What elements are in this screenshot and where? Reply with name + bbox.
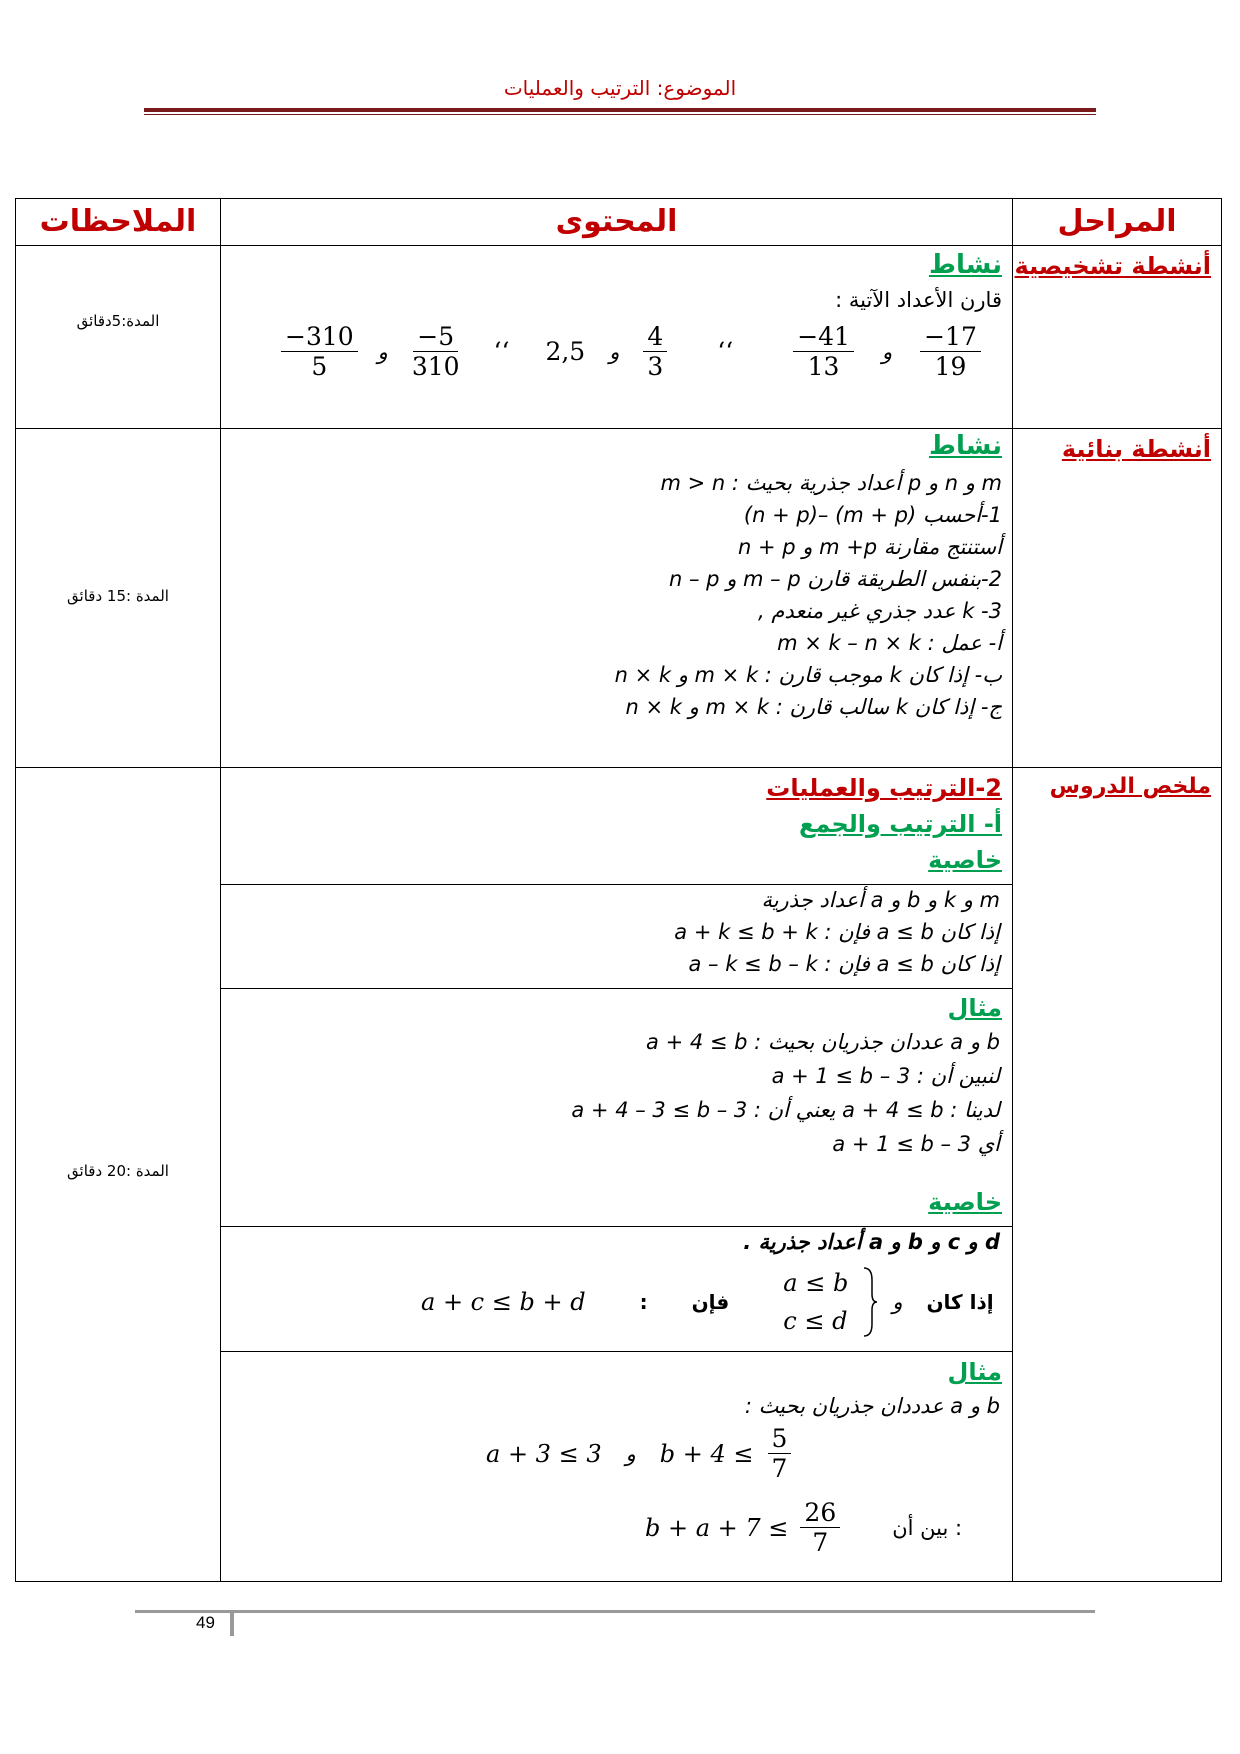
fraction: $\frac{-5}{310}$: [411, 322, 460, 381]
and-word: و: [881, 339, 893, 364]
decimal-value: 2,5: [545, 337, 586, 366]
example-line: أي a + 1 ≤ b – 3: [832, 1132, 1000, 1156]
condition: a ≤ b: [783, 1269, 849, 1297]
row-summary: [16, 768, 1222, 1582]
lesson-table: [15, 198, 1222, 1582]
col-header-phases: المراحل: [1013, 199, 1222, 246]
content-cell: [221, 768, 1013, 1582]
and-word: و: [609, 339, 620, 364]
activity-line: ب- إذا كان k موجب قارن : m × k و n × k: [614, 663, 1002, 687]
sub-title: أ- الترتيب والجمع: [798, 810, 1002, 838]
fraction: $\frac{5}{7}$: [768, 1424, 792, 1483]
property-label: خاصية: [928, 846, 1002, 874]
inner-divider: [221, 1351, 1012, 1352]
activity-line: أستنتج مقارنة m +p و n + p: [737, 535, 1002, 559]
separator: ‘‘: [717, 337, 734, 366]
fraction: $\frac{4}{3}$: [643, 322, 667, 381]
fractions-line: [281, 322, 981, 381]
property-line: d و c و b و a أعداد جذرية .: [743, 1230, 1000, 1254]
page-number: 49: [196, 1613, 215, 1632]
then-word: فإن: [691, 1290, 730, 1314]
footer-rule: [135, 1610, 1095, 1613]
phase-cell: [1013, 768, 1222, 1582]
content-cell: [221, 246, 1013, 429]
example2-inequalities: [486, 1424, 791, 1483]
condition: c ≤ d: [783, 1307, 848, 1335]
inequality: b + 4 ≤: [659, 1439, 754, 1468]
colon: :: [639, 1290, 648, 1314]
page-title: الموضوع: الترتيب والعمليات: [503, 76, 737, 100]
example-line: لنبين أن : a + 1 ≤ b – 3: [771, 1064, 1000, 1088]
instruction-text: قارن الأعداد الآتية :: [835, 288, 1002, 312]
inner-divider: [221, 1226, 1012, 1227]
activity-line: 1-أحسب (m + p) –(n + p): [743, 503, 1002, 527]
duration-note: المدة :15 دقائق: [67, 587, 169, 605]
activity-label: نشاط: [929, 250, 1002, 280]
prove-label: بين أن :: [892, 1515, 963, 1540]
goal-expression: b + a + 7 ≤: [645, 1513, 789, 1542]
fraction: $\frac{-41}{13}$: [793, 322, 854, 381]
header-rule-thin: [144, 114, 1096, 115]
condition-system: [783, 1264, 848, 1340]
and-word: و: [892, 1290, 903, 1314]
footer-bar: [230, 1610, 234, 1636]
header-row: [16, 199, 1222, 246]
fraction: $\frac{-17}{19}$: [920, 322, 981, 381]
phase-label: أنشطة بنائية: [1061, 435, 1211, 463]
content-cell: [221, 429, 1013, 768]
activity-line: 3- k عدد جذري غير منعدم ,: [758, 599, 1002, 623]
example-line: b و a عددان جذريان بحيث : a + 4 ≤ b: [646, 1030, 1000, 1054]
fraction: $\frac{-310}{5}$: [281, 322, 358, 381]
activity-line: ج- إذا كان k سالب قارن : m × k و n × k: [625, 695, 1002, 719]
notes-cell: [16, 768, 221, 1582]
activity-line: أ- عمل : m × k – n × k: [777, 631, 1002, 655]
col-header-content: المحتوى: [221, 199, 1013, 246]
property-line: إذا كان a ≤ b فإن : a + k ≤ b + k: [674, 920, 1000, 944]
col-header-notes: الملاحظات: [16, 199, 221, 246]
fraction: $\frac{26}{7}$: [800, 1498, 840, 1557]
notes-cell: [16, 246, 221, 429]
example-label: مثال: [947, 1358, 1002, 1386]
activity-label: نشاط: [929, 431, 1002, 461]
activity-line: m و n و p أعداد جذرية بحيث : m > n: [660, 471, 1002, 495]
inequality: a + 3 ≤ 3: [486, 1439, 602, 1468]
property-line: m و k و b و a أعداد جذرية: [761, 888, 1000, 912]
and-word: و: [377, 339, 388, 364]
header-rule: [144, 108, 1096, 112]
phase-cell: [1013, 429, 1222, 768]
result-expression: a + c ≤ b + d: [421, 1288, 586, 1316]
property-line: إذا كان a ≤ b فإن : a – k ≤ b – k: [688, 952, 1000, 976]
brace-icon: [862, 1266, 878, 1338]
row-constructive: [16, 429, 1222, 768]
section-title: 2-الترتيب والعمليات: [766, 774, 1002, 802]
phase-cell: [1013, 246, 1222, 429]
example-label: مثال: [947, 994, 1002, 1022]
notes-cell: [16, 429, 221, 768]
row-diagnostic: [16, 246, 1222, 429]
phase-label: ملخص الدروس: [1049, 774, 1211, 799]
property2-statement: [421, 1264, 994, 1340]
example2-goal: [645, 1498, 962, 1557]
if-word: إذا كان: [926, 1290, 994, 1314]
duration-note: المدة:5دقائق: [76, 312, 160, 330]
duration-note: المدة :20 دقائق: [67, 1162, 169, 1180]
activity-line: 2-بنفس الطريقة قارن m – p و n – p: [669, 567, 1002, 591]
phase-label: أنشطة تشخيصية: [1014, 252, 1211, 280]
property-label: خاصية: [928, 1188, 1002, 1216]
separator: ‘‘: [493, 337, 510, 366]
inner-divider: [221, 884, 1012, 885]
and-word: و: [625, 1441, 636, 1466]
example-line: لدينا : a + 4 ≤ b يعني أن : a + 4 – 3 ≤ b – 3: [571, 1098, 1000, 1122]
inner-divider: [221, 988, 1012, 989]
example-line: b و a عدددان جذريان بحيث :: [744, 1394, 1000, 1418]
